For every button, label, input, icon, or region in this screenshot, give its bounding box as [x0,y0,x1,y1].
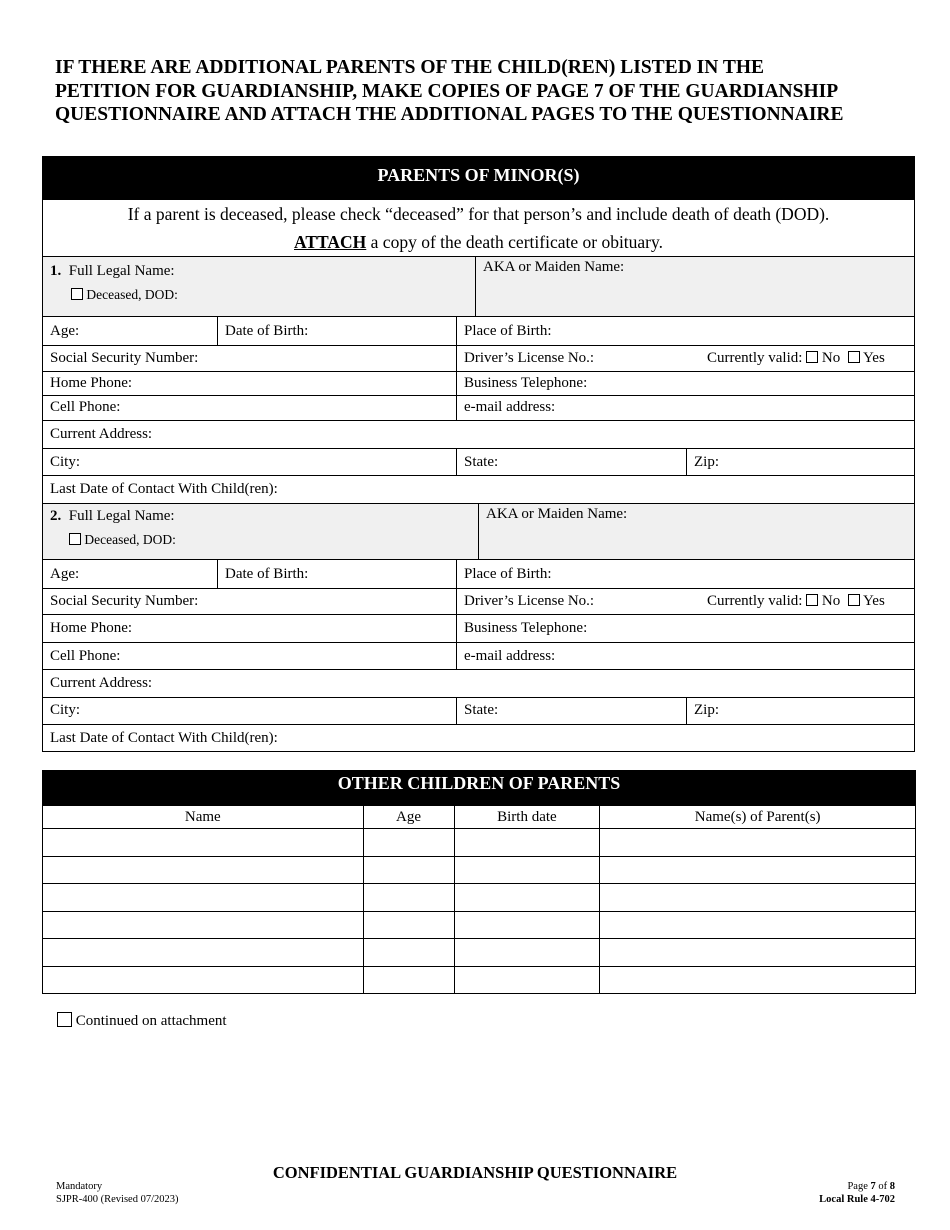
email-label: e-mail address: [464,399,556,415]
city-label: City: [50,454,81,470]
home-phone-field[interactable] [43,372,456,395]
home-phone-label: Home Phone: [50,375,133,391]
heading-line-1: IF THERE ARE ADDITIONAL PARENTS OF THE CHILD(REN) LISTED IN THE [55,57,765,78]
child-name-cell[interactable] [43,856,364,884]
full-legal-name-field[interactable] [43,504,478,559]
parent-2-address-row [43,669,914,697]
drivers-license-label: Driver’s License No.: [464,593,595,609]
child-name-cell[interactable] [43,884,364,912]
city-field[interactable] [43,698,456,724]
age-field[interactable] [43,317,217,345]
aka-label: AKA or Maiden Name: [483,259,625,275]
dob-label: Date of Birth: [225,323,309,339]
deceased-label: Deceased, DOD: [86,287,178,302]
parents-section-title: PARENTS OF MINOR(S) [43,157,914,200]
business-phone-label: Business Telephone: [464,620,588,636]
valid-no-label: No [821,593,841,609]
pob-label: Place of Birth: [464,323,552,339]
parent-1-name-row [43,256,914,316]
full-legal-name-label: Full Legal Name: [68,508,175,524]
drivers-license-field[interactable] [456,346,916,371]
column-header-birth-date: Birth date [454,806,600,829]
state-label: State: [464,702,499,718]
child-name-cell[interactable] [43,939,364,967]
valid-yes-label: Yes [862,593,885,609]
zip-label: Zip: [694,454,719,470]
page-prefix: Page [847,1181,871,1192]
drivers-license-field[interactable] [456,589,916,614]
other-children-table [42,805,916,994]
child-birthdate-cell[interactable] [454,829,600,857]
valid-yes-checkbox[interactable] [848,594,860,606]
valid-yes-checkbox[interactable] [848,351,860,363]
child-birthdate-cell[interactable] [454,856,600,884]
current-address-field[interactable] [43,670,916,697]
child-age-cell[interactable] [363,966,454,994]
child-age-cell[interactable] [363,856,454,884]
last-contact-field[interactable] [43,725,916,752]
parent-1-contact-row [43,475,914,503]
heading-line-3: QUESTIONNAIRE AND ATTACH THE ADDITIONAL PAGES TO THE QUESTIONNAIRE [55,104,844,125]
parent-2-name-row [43,503,914,559]
business-phone-label: Business Telephone: [464,375,588,391]
parent-2-phone-row [43,614,914,642]
attach-instruction [43,232,914,253]
valid-no-checkbox[interactable] [806,594,818,606]
email-field[interactable] [456,396,916,420]
parent-number: 2. [50,508,62,524]
email-field[interactable] [456,643,916,669]
child-parents-cell[interactable] [600,856,916,884]
table-row [43,884,916,912]
deceased-checkbox[interactable] [71,288,83,300]
parents-section [42,156,915,752]
parent-1-age-row [43,316,914,345]
aka-field[interactable] [478,504,916,559]
cell-phone-label: Cell Phone: [50,399,121,415]
column-header-name: Name [43,806,364,829]
parent-1-ssn-row [43,345,914,371]
page-of: of [875,1181,890,1192]
deceased-label: Deceased, DOD: [84,532,176,547]
other-children-title: OTHER CHILDREN OF PARENTS [42,770,916,805]
table-row [43,911,916,939]
parent-2-ssn-row [43,588,914,614]
dob-label: Date of Birth: [225,566,309,582]
state-field[interactable] [456,449,686,475]
parent-2-age-row [43,559,914,588]
footer-left [56,1181,179,1206]
parent-2-contact-row [43,724,914,752]
ssn-field[interactable] [43,589,456,614]
child-birthdate-cell[interactable] [454,966,600,994]
footer-mandatory: Mandatory [56,1181,103,1192]
child-parents-cell[interactable] [600,829,916,857]
home-phone-label: Home Phone: [50,620,133,636]
zip-field[interactable] [686,449,916,475]
parent-1-cell-row [43,395,914,420]
child-age-cell[interactable] [363,884,454,912]
footer-form-number: SJPR-400 (Revised 07/2023) [56,1193,179,1205]
child-parents-cell[interactable] [600,939,916,967]
cell-phone-field[interactable] [43,396,456,420]
cell-phone-field[interactable] [43,643,456,669]
continued-label: Continued on attachment [75,1013,227,1029]
heading-line-2: PETITION FOR GUARDIANSHIP, MAKE COPIES OF PAGE 7 OF THE GUARDIANSHIP [55,80,839,102]
valid-no-label: No [821,350,841,366]
column-header-age: Age [363,806,454,829]
child-name-cell[interactable] [43,966,364,994]
current-address-field[interactable] [43,421,916,448]
continued-checkbox[interactable] [57,1012,72,1027]
deceased-checkbox[interactable] [69,533,81,545]
zip-field[interactable] [686,698,916,724]
parent-1-phone-row [43,371,914,395]
child-birthdate-cell[interactable] [454,911,600,939]
aka-field[interactable] [475,257,916,316]
business-phone-field[interactable] [456,372,916,395]
table-row [43,966,916,994]
table-header-row [43,806,916,829]
zip-label: Zip: [694,702,719,718]
aka-label: AKA or Maiden Name: [486,506,628,522]
city-label: City: [50,702,81,718]
age-field[interactable] [43,560,217,588]
deceased-instruction: If a parent is deceased, please check “deceased” for that person’s and include death of death (DOD). [127,204,830,224]
dob-field[interactable] [217,560,456,588]
table-row [43,856,916,884]
last-contact-label: Last Date of Contact With Child(ren): [50,481,278,497]
cell-phone-label: Cell Phone: [50,648,121,664]
child-name-cell[interactable] [43,911,364,939]
pob-field[interactable] [456,317,916,345]
parent-1-city-row [43,448,914,475]
home-phone-field[interactable] [43,615,456,642]
state-label: State: [464,454,499,470]
page-heading [55,56,905,127]
child-parents-cell[interactable] [600,966,916,994]
currently-valid-label: Currently valid: [707,350,803,366]
child-birthdate-cell[interactable] [454,939,600,967]
city-field[interactable] [43,449,456,475]
child-age-cell[interactable] [363,829,454,857]
table-row [43,939,916,967]
page-indicator [819,1181,895,1194]
continued-attachment [57,1012,227,1030]
age-label: Age: [50,566,80,582]
column-header-parents: Name(s) of Parent(s) [600,806,916,829]
table-row [43,829,916,857]
valid-yes-label: Yes [862,350,885,366]
page-total: 8 [889,1181,895,1192]
last-contact-field[interactable] [43,476,916,503]
pob-label: Place of Birth: [464,566,552,582]
attach-emphasis: ATTACH [294,232,367,252]
child-age-cell[interactable] [363,911,454,939]
last-contact-label: Last Date of Contact With Child(ren): [50,730,278,746]
child-parents-cell[interactable] [600,911,916,939]
business-phone-field[interactable] [456,615,916,642]
full-legal-name-label: Full Legal Name: [68,263,175,279]
age-label: Age: [50,323,80,339]
parent-1-address-row [43,420,914,448]
currently-valid-label: Currently valid: [707,593,803,609]
footer-local-rule: Local Rule 4-702 [819,1193,895,1205]
child-birthdate-cell[interactable] [454,884,600,912]
child-name-cell[interactable] [43,829,364,857]
ssn-label: Social Security Number: [50,593,199,609]
child-age-cell[interactable] [363,939,454,967]
full-legal-name-field[interactable] [43,257,475,316]
current-address-label: Current Address: [50,426,153,442]
ssn-field[interactable] [43,346,456,371]
footer-right [819,1181,895,1206]
email-label: e-mail address: [464,648,556,664]
ssn-label: Social Security Number: [50,350,199,366]
child-parents-cell[interactable] [600,884,916,912]
pob-field[interactable] [456,560,916,588]
parent-2-city-row [43,697,914,724]
drivers-license-label: Driver’s License No.: [464,350,595,366]
parent-number: 1. [50,263,62,279]
page-number: 7 [870,1181,876,1192]
valid-no-checkbox[interactable] [806,351,818,363]
parent-2-cell-row [43,642,914,669]
attach-instruction-text: a copy of the death certificate or obituary. [366,232,663,252]
current-address-label: Current Address: [50,675,153,691]
dob-field[interactable] [217,317,456,345]
state-field[interactable] [456,698,686,724]
footer-title: CONFIDENTIAL GUARDIANSHIP QUESTIONNAIRE [272,1163,678,1182]
